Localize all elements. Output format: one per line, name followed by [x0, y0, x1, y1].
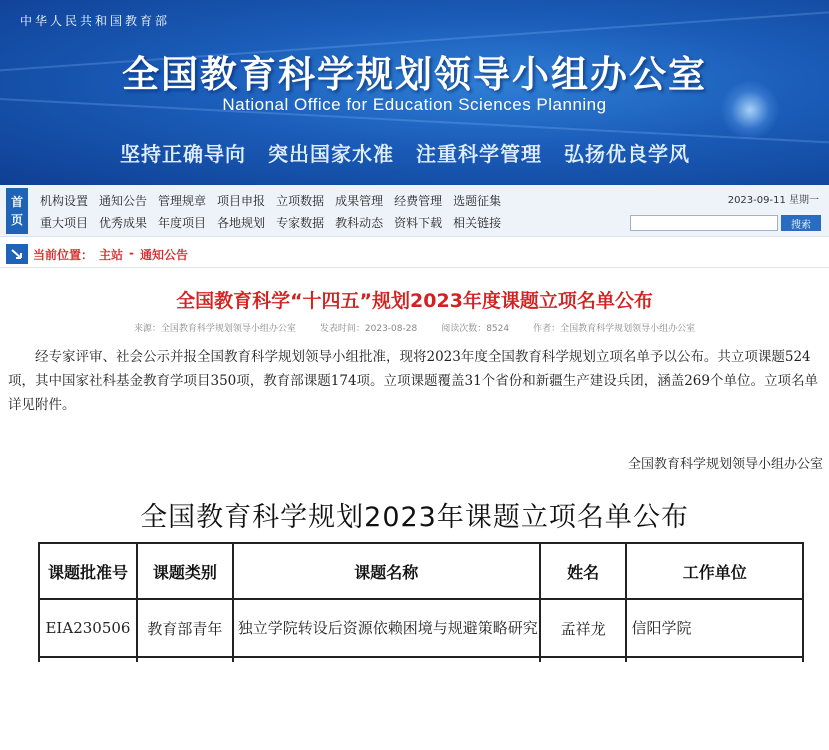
nav-item-major-projects[interactable]: 重大项目: [40, 216, 89, 230]
breadcrumb-separator: -: [129, 246, 135, 260]
meta-views: 阅读次数：8524: [441, 324, 510, 334]
nav-item-org[interactable]: 机构设置: [40, 194, 89, 208]
image-cutoff-area: [0, 662, 829, 750]
nav-item-topics[interactable]: 选题征集: [453, 194, 502, 208]
slogan: 注重科学管理: [416, 142, 542, 166]
table-row: [39, 599, 803, 657]
nav-item-regulations[interactable]: 管理规章: [158, 194, 207, 208]
nav-item-news[interactable]: 教科动态: [335, 216, 384, 230]
site-title-english: National Office for Education Sciences Planning: [222, 95, 607, 114]
breadcrumb-label: 当前位置：: [33, 248, 94, 262]
nav-item-downloads[interactable]: 资料下载: [394, 216, 443, 230]
current-date: 2023-09-11 星期一: [727, 195, 819, 206]
main-nav: [0, 185, 829, 237]
nav-item-application[interactable]: 项目申报: [217, 194, 266, 208]
cell-project-name: 独立学院转设后资源依赖困境与规避策略研究: [233, 599, 540, 657]
article-body: 经专家评审、社会公示并报全国教育科学规划领导小组批准，现将2023年度全国教育科学规划立项名单予以公布。共立项课题524项，其中国家社科基金教育学项目350项，教育部课题174项。立项课题覆盖31个省份和新疆生产建设兵团，涵盖269个单位。立项名单详见附件。: [8, 349, 818, 413]
document-title: 全国教育科学规划2023年课题立项名单公布: [140, 502, 689, 533]
slogan: 突出国家水准: [268, 142, 394, 166]
nav-home-label: 页: [10, 213, 23, 227]
article-meta: [0, 321, 829, 334]
nav-item-results[interactable]: 成果管理: [335, 194, 384, 208]
article-signoff: 全国教育科学规划领导小组办公室: [627, 457, 823, 472]
column-header: 课题名称: [233, 543, 540, 599]
slogan: 弘扬优良学风: [564, 142, 690, 166]
cell-approval-number: EIA230506: [39, 599, 137, 657]
breadcrumb-trail: [33, 246, 188, 263]
nav-item-links[interactable]: 相关链接: [453, 216, 502, 230]
nav-item-notices[interactable]: 通知公告: [99, 194, 148, 208]
meta-source: 来源：全国教育科学规划领导小组办公室: [133, 324, 296, 334]
cell-organization: 信阳学院: [626, 599, 803, 657]
cell-person-name: 孟祥龙: [540, 599, 627, 657]
column-header: 课题批准号: [39, 543, 137, 599]
article-title: 全国教育科学“十四五”规划2023年度课题立项名单公布: [176, 290, 653, 312]
meta-author: 作者：全国教育科学规划领导小组办公室: [533, 324, 696, 334]
search-button[interactable]: 搜索: [781, 215, 821, 231]
table-header-row: [39, 543, 803, 599]
site-banner: [0, 0, 829, 185]
meta-date: 发表时间：2023-08-28: [319, 324, 418, 334]
approval-table: [38, 542, 804, 666]
column-header: 工作单位: [626, 543, 803, 599]
column-header: 课题类别: [137, 543, 233, 599]
location-arrow-icon: [6, 244, 28, 264]
nav-item-annual-projects[interactable]: 年度项目: [158, 216, 207, 230]
cell-category: 教育部青年: [137, 599, 233, 657]
nav-home-label: 首: [10, 195, 23, 209]
ministry-name: 中华人民共和国教育部: [20, 14, 171, 28]
slogan-row: [120, 138, 720, 167]
breadcrumb-current[interactable]: 通知公告: [140, 248, 189, 262]
slogan: 坚持正确导向: [120, 142, 246, 166]
nav-home-button[interactable]: [6, 188, 28, 234]
nav-item-excellent-results[interactable]: 优秀成果: [99, 216, 148, 230]
nav-item-local-plans[interactable]: 各地规划: [217, 216, 266, 230]
breadcrumb-home[interactable]: 主站: [99, 248, 124, 262]
nav-row-2: [40, 214, 501, 231]
nav-item-funding[interactable]: 经费管理: [394, 194, 443, 208]
nav-row-1: [40, 192, 501, 209]
nav-item-expert-data[interactable]: 专家数据: [276, 216, 325, 230]
site-title: 全国教育科学规划领导小组办公室: [122, 53, 707, 96]
search-input[interactable]: [630, 215, 778, 231]
nav-item-approval-data[interactable]: 立项数据: [276, 194, 325, 208]
breadcrumb: [0, 240, 829, 268]
column-header: 姓名: [540, 543, 627, 599]
